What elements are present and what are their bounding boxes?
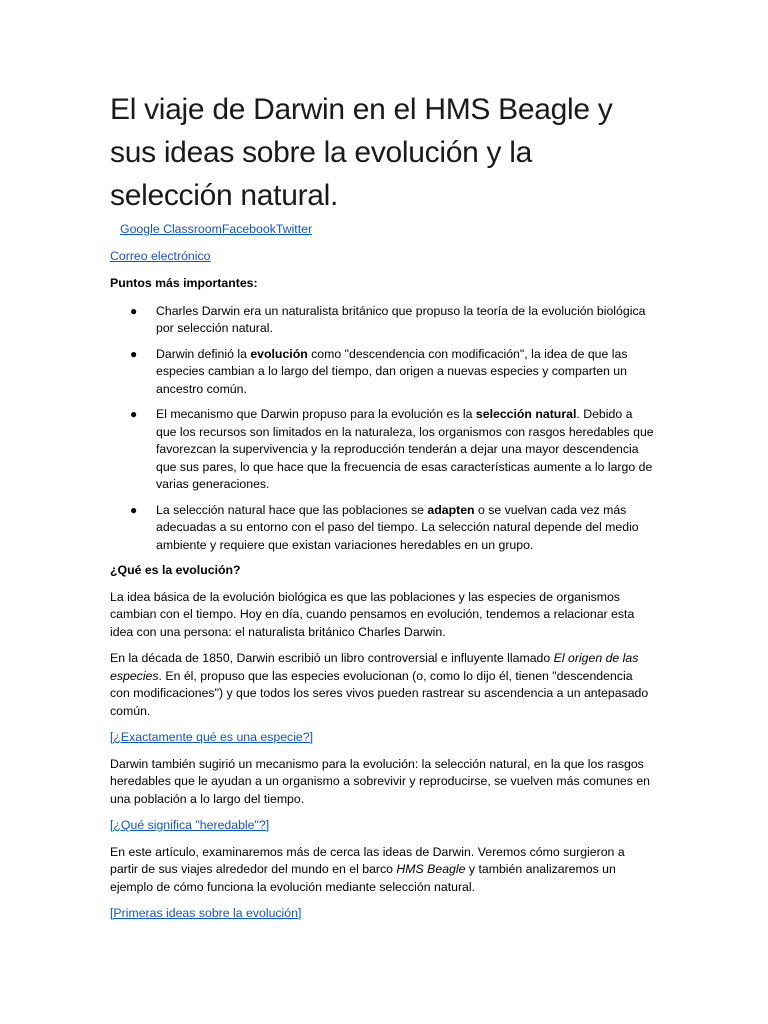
bullet-icon: ● [130, 303, 138, 318]
email-link[interactable]: Correo electrónico [110, 248, 211, 263]
bullet-icon: ● [130, 407, 138, 421]
paragraph: La idea básica de la evolución biológica es que las poblaciones y las especies de organismos cambian con el tiempo. Hoy en día, cuando pensamos en evolución, tendemos a relacionar esta idea con una persona: el naturalista británico Charles Darwin. [110, 589, 635, 639]
google-classroom-link[interactable]: Google Classroom [120, 222, 222, 236]
paragraph-text: y también analizaremos un ejemplo de cómo funciona la evolución mediante selección natural. [110, 862, 616, 894]
bullet-icon: ● [130, 502, 138, 517]
bullet-text: Darwin definió la [156, 346, 251, 361]
link-paragraph [110, 729, 655, 747]
document-page [110, 0, 655, 923]
paragraph [110, 844, 655, 897]
bullet-emphasis: adapten [427, 502, 475, 517]
facebook-link[interactable]: Facebook [221, 222, 276, 236]
bullet-emphasis: evolución [250, 346, 308, 361]
twitter-link[interactable]: Twitter [275, 222, 313, 236]
heritable-link[interactable]: [¿Qué significa "heredable"?] [110, 818, 270, 832]
link-paragraph [110, 817, 655, 835]
paragraph-text: En la década de 1850, Darwin escribió un libro controversial e influyente llamado [110, 651, 554, 665]
list-item [110, 502, 655, 555]
list-item [110, 406, 655, 494]
highlights-list [110, 303, 655, 555]
article-title: El viaje de Darwin en el HMS Beagle y sus ideas sobre la evolución y la selección natural. [110, 93, 613, 212]
paragraph: Darwin también sugirió un mecanismo para la evolución: la selección natural, en la que los rasgos heredables que le ayudan a un organismo a sobrevivir y reproducirse, se vuelven más comunes en una población a lo largo del tiempo. [110, 756, 651, 806]
paragraph-text: . En él, propuso que las especies evolucionan (o, como lo dijo él, tienen "descendencia con modificaciones") y que todos los seres vivos pueden rastrear su ascendencia a un antepasado común. [110, 668, 649, 718]
highlights-heading: Puntos más importantes: [110, 276, 258, 290]
bullet-text: . Debido a que los recursos son limitados en la naturaleza, los organismos con rasgos heredables que favorezcan la supervivencia y la reproducción tenderán a dejar una mayor descendencia que sus pares, lo que hace que la frecuencia de esas características aumente a lo largo de varias generaciones. [156, 407, 654, 491]
bullet-text: o se vuelvan cada vez más adecuadas a su entorno con el paso del tiempo. La selección natural depende del medio ambiente y requiere que existan variaciones heredables en un grupo. [156, 502, 639, 552]
section-heading: ¿Qué es la evolución? [110, 563, 241, 577]
bullet-text: Charles Darwin era un naturalista británico que propuso la teoría de la evolución biológica por selección natural. [156, 303, 646, 335]
ship-name: HMS Beagle [396, 862, 466, 876]
bullet-text: El mecanismo que Darwin propuso para la evolución es la [156, 407, 476, 421]
early-ideas-link[interactable]: [Primeras ideas sobre la evolución] [110, 906, 302, 920]
paragraph-text: En este artículo, examinaremos más de cerca las ideas de Darwin. Veremos cómo surgieron a partir de sus viajes alrededor del mundo en el barco [110, 844, 625, 876]
share-links [110, 221, 655, 239]
bullet-emphasis: selección natural [475, 407, 577, 421]
paragraph [110, 650, 655, 720]
bullet-icon: ● [130, 346, 138, 361]
list-item [110, 303, 655, 338]
bullet-text: La selección natural hace que las poblaciones se [156, 502, 428, 517]
email-share [110, 248, 655, 266]
list-item [110, 346, 655, 399]
species-link[interactable]: [¿Exactamente qué es una especie?] [110, 730, 314, 744]
link-paragraph [110, 905, 655, 923]
bullet-text: como "descendencia con modificación", la idea de que las especies cambian a lo largo del tiempo, dan origen a nuevas especies y comparten un ancestro común. [156, 346, 628, 396]
book-title: El origen de las especies [110, 651, 639, 683]
